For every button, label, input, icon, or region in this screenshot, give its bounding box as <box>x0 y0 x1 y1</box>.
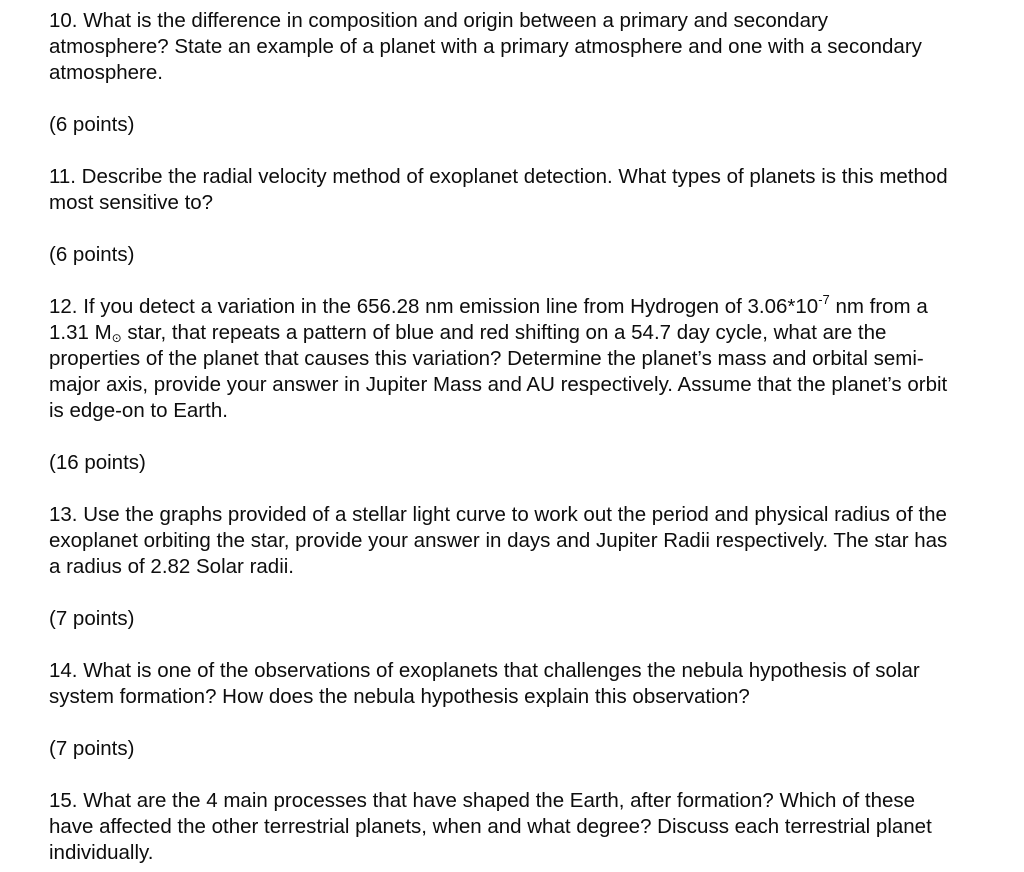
question-12-points: (16 points) <box>49 451 146 474</box>
solar-mass-symbol: ⊙ <box>111 331 122 345</box>
question-11: 11. Describe the radial velocity method of exoplanet detection. What types of planets is this method most sensitive to? <box>49 165 948 214</box>
document-page <box>49 8 949 866</box>
question-13: 13. Use the graphs provided of a stellar light curve to work out the period and physical radius of the exoplanet orbiting the star, provide your answer in days and Jupiter Radii respectively. The star has a radius of 2.82 Solar radii. <box>49 503 948 578</box>
question-14-points: (7 points) <box>49 737 135 760</box>
question-10: 10. What is the difference in composition and origin between a primary and secondary atmosphere? State an example of a planet with a primary atmosphere and one with a secondary atmosphere. <box>49 9 922 84</box>
question-14: 14. What is one of the observations of exoplanets that challenges the nebula hypothesis of solar system formation? How does the nebula hypothesis explain this observation? <box>49 659 920 708</box>
question-12 <box>49 294 949 424</box>
question-12-text-part3: star, that repeats a pattern of blue and red shifting on a 54.7 day cycle, what are the properties of the planet that causes this variation? Determine the planet’s mass and orbital semi-major axis, provide your answer in Jupiter Mass and AU respectively. Assume that the planet’s orbit is edge-on to Earth. <box>49 321 948 422</box>
question-13-points: (7 points) <box>49 607 135 630</box>
question-11-points: (6 points) <box>49 243 135 266</box>
question-12-text-part2: nm from a 1.31 M <box>49 295 928 344</box>
question-12-exponent: -7 <box>818 292 830 307</box>
question-15: 15. What are the 4 main processes that have shaped the Earth, after formation? Which of these have affected the other terrestrial planets, when and what degree? Discuss each terrestrial planet individually. <box>49 789 932 864</box>
question-12-text-part1: 12. If you detect a variation in the 656.28 nm emission line from Hydrogen of 3.06*10 <box>49 295 819 318</box>
question-10-points: (6 points) <box>49 113 135 136</box>
